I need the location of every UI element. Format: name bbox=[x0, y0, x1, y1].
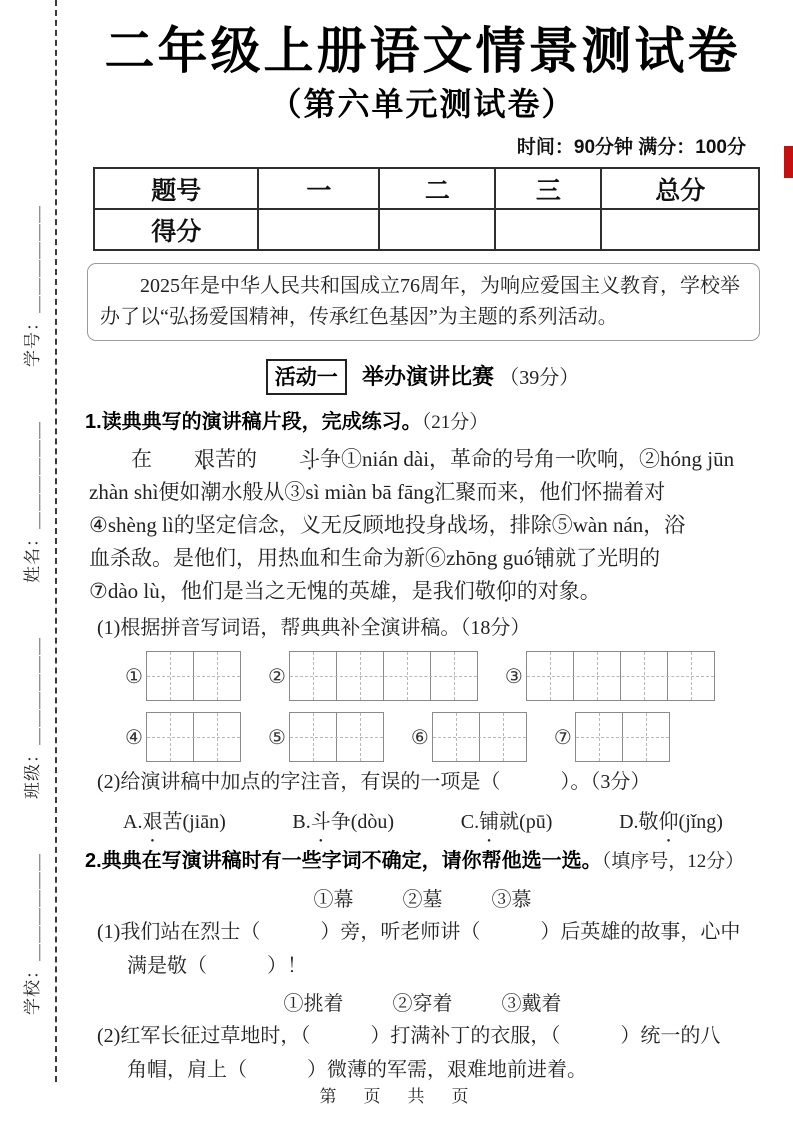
option-item: B.斗 ●争(dòu) bbox=[292, 805, 394, 834]
answer-box-cell bbox=[576, 713, 623, 761]
q1-stem-score: （21分） bbox=[421, 412, 489, 433]
answer-box-cell bbox=[290, 652, 337, 700]
activity-title: 举办演讲比赛 bbox=[361, 364, 494, 389]
exam-meta: 时间：90分钟 满分：100分 bbox=[516, 137, 746, 158]
answer-box-item bbox=[505, 651, 715, 701]
q1-stem-text: 1.读典典写的演讲稿片段，完成练习。 bbox=[85, 411, 422, 433]
score-header-cell: 总分 bbox=[601, 168, 759, 209]
answer-box-item bbox=[268, 651, 478, 701]
activity-score: （39分） bbox=[499, 367, 580, 389]
q1-sub1-score: （18分） bbox=[460, 617, 531, 639]
answer-box-cell bbox=[290, 713, 337, 761]
answer-box-item bbox=[411, 712, 527, 762]
answer-box-number: ③ bbox=[504, 665, 523, 688]
score-table-header-row bbox=[94, 168, 759, 209]
answer-box-item bbox=[268, 712, 384, 762]
score-header-cell: 题号 bbox=[94, 168, 258, 209]
score-empty-cell bbox=[379, 209, 495, 250]
answer-box-cell bbox=[337, 713, 383, 761]
answer-box-item bbox=[125, 712, 241, 762]
answer-box bbox=[432, 712, 527, 762]
option-item: C.铺 ●就(pū) bbox=[461, 805, 553, 834]
q1-passage bbox=[89, 443, 760, 608]
q2-sub1-line2: 满是敬（ ）！ bbox=[127, 955, 307, 977]
pinyin-answer-grid bbox=[125, 651, 737, 762]
answer-box-cell bbox=[623, 713, 669, 761]
activity-heading bbox=[85, 359, 760, 395]
page-subtitle: （第六单元测试卷） bbox=[269, 86, 576, 122]
answer-box-number: ⑦ bbox=[553, 726, 572, 749]
seal-dashed-line bbox=[55, 0, 57, 1082]
score-empty-cell bbox=[258, 209, 379, 250]
q2-stem-score: （填序号，12分） bbox=[601, 851, 745, 872]
option-item: A.艰 ●苦(jiān) bbox=[123, 805, 226, 834]
choice-item: ②墓 bbox=[402, 889, 443, 911]
q2-choice-row-2 bbox=[85, 987, 760, 1016]
answer-box-cell bbox=[337, 652, 384, 700]
answer-box-number: ④ bbox=[125, 726, 143, 749]
q1-sub2-score: （3分） bbox=[590, 771, 651, 793]
answer-box bbox=[146, 712, 241, 762]
answer-box-cell bbox=[621, 652, 668, 700]
answer-box bbox=[575, 712, 670, 762]
answer-box-number: ① bbox=[125, 665, 143, 688]
q2-choice-row-1 bbox=[85, 883, 760, 912]
answer-box-cell bbox=[384, 652, 431, 700]
score-table-score-row bbox=[94, 209, 759, 250]
score-header-cell: 一 bbox=[258, 168, 379, 209]
q1-sub1-label: (1)根据拼音写词语，帮典典补全演讲稿。 bbox=[97, 617, 461, 639]
q1-sub1-stem bbox=[97, 614, 760, 642]
answer-box bbox=[289, 651, 478, 701]
q2-stem-text: 2.典典在写演讲稿时有一些字词不确定，请你帮他选一选。 bbox=[85, 850, 602, 872]
notice-box: 2025年是中华人民共和国成立76周年，为响应爱国主义教育，学校举办了以“弘扬爱国精神，传承红色基因”为主题的系列活动。 bbox=[87, 263, 760, 341]
choice-item: ③慕 bbox=[491, 889, 532, 911]
passage-line: ⑦dào lù，他们是当之无愧的英雄，是我们敬仰 ●的对象。 bbox=[89, 575, 760, 608]
answer-box-item bbox=[125, 651, 241, 701]
q2-sub2-line1: (2)红军长征过草地时，（ ）打满补丁的衣服，（ ）统一的八 bbox=[97, 1025, 721, 1047]
answer-box-cell bbox=[194, 652, 240, 700]
answer-box-item bbox=[554, 712, 670, 762]
option-item: D.敬仰 ●(jǐng) bbox=[619, 805, 723, 834]
q1-sub2-stem bbox=[97, 768, 760, 796]
score-header-cell: 二 bbox=[379, 168, 495, 209]
answer-box bbox=[146, 651, 241, 701]
answer-box-cell bbox=[147, 652, 194, 700]
q1-sub2-label: (2)给演讲稿中加点的字注音，有误的一项是（ ）。 bbox=[97, 771, 591, 793]
answer-box-cell bbox=[668, 652, 714, 700]
q1-stem bbox=[85, 408, 760, 437]
seal-student-fields: 学校：＿＿＿＿＿＿ 班级：＿＿＿＿＿＿ 姓名：＿＿＿＿＿＿ 学号：＿＿＿＿＿＿ bbox=[23, 205, 42, 1015]
score-label-cell: 得分 bbox=[94, 209, 258, 250]
page-title: 二年级上册语文情景测试卷 bbox=[104, 23, 741, 79]
choice-item: ③戴着 bbox=[501, 993, 562, 1015]
score-header-cell: 三 bbox=[495, 168, 601, 209]
answer-box-cell bbox=[433, 713, 480, 761]
score-empty-cell bbox=[601, 209, 759, 250]
q2-stem bbox=[85, 847, 760, 876]
score-empty-cell bbox=[495, 209, 601, 250]
answer-box-cell bbox=[431, 652, 477, 700]
answer-box-number: ② bbox=[267, 665, 286, 688]
answer-box-number: ⑥ bbox=[410, 726, 429, 749]
answer-box bbox=[526, 651, 715, 701]
answer-box-cell bbox=[527, 652, 574, 700]
activity-badge: 活动一 bbox=[266, 359, 347, 395]
answer-box-cell bbox=[574, 652, 621, 700]
q2-sub1-line1: (1)我们站在烈士（ ）旁，听老师讲（ ）后英雄的故事，心中 bbox=[97, 921, 741, 943]
choice-item: ①挑着 bbox=[283, 993, 344, 1015]
red-marker bbox=[784, 146, 793, 178]
passage-line: 在 艰 ●苦的 斗 ●争①nián dài，革命的号角一吹响，②hóng jūn bbox=[89, 443, 760, 476]
answer-box-cell bbox=[480, 713, 526, 761]
q2-sub2-line2: 角帽，肩上（ ）微薄的军需，艰难地前进着。 bbox=[127, 1059, 587, 1081]
answer-box-cell bbox=[194, 713, 240, 761]
score-table bbox=[93, 167, 760, 251]
passage-line: zhàn shì便如潮水般从③sì miàn bā fāng汇聚而来，他们怀揣着对 bbox=[89, 480, 666, 504]
choice-item: ①幕 bbox=[313, 889, 354, 911]
answer-box bbox=[289, 712, 384, 762]
answer-box-number: ⑤ bbox=[267, 726, 286, 749]
choice-item: ②穿着 bbox=[392, 993, 453, 1015]
passage-line: ④shèng lì的坚定信念，义无反顾地投身战场，排除⑤wàn nán，浴 bbox=[89, 513, 686, 537]
answer-box-cell bbox=[147, 713, 194, 761]
main-column bbox=[85, 0, 760, 1084]
footer-page-label: 第 页 共 页 bbox=[319, 1087, 474, 1106]
q1-sub2-options bbox=[123, 805, 723, 834]
passage-line: 血杀敌。是他们，用热血和生命为新⑥zhōng guó铺 ●就了光明的 bbox=[89, 542, 760, 575]
